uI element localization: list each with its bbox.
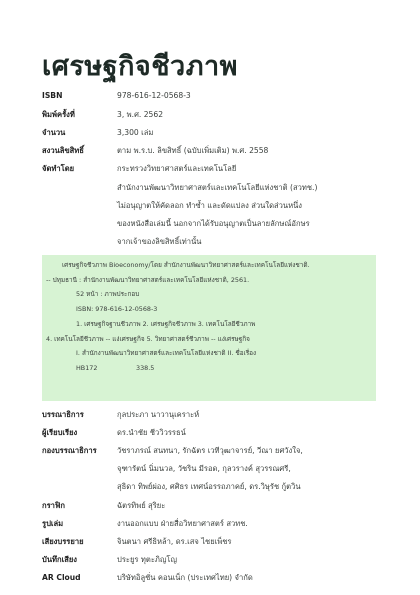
cip-class-number: 338.5 [136, 364, 155, 372]
cip-catalog-box [42, 255, 376, 401]
copyright-label: สงวนลิขสิทธิ์ [42, 146, 84, 155]
book-title: เศรษฐกิจชีวภาพ [42, 51, 238, 82]
graphic-label: กราฟิก [42, 501, 65, 510]
publisher-line: สำนักงานพัฒนาวิทยาศาสตร์และเทคโนโลยีแห่งชาติ (สวทช.) [117, 183, 318, 192]
publisher-label: จัดทำโดย [42, 164, 75, 173]
author-value: ดร.นำชัย ชีววิวรรธน์ [117, 428, 186, 437]
isbn-label: ISBN [42, 91, 63, 100]
cip-line: เศรษฐกิจชีวภาพ Bioeconomy/โดย สำนักงานพัฒนาวิทยาศาสตร์และเทคโนโลยีแห่งชาติ. [62, 261, 310, 269]
cip-line: I. สำนักงานพัฒนาวิทยาศาสตร์และเทคโนโลยีแห่งชาติ II. ชื่อเรื่อง [76, 349, 257, 357]
recording-label: บันทึกเสียง [42, 555, 78, 564]
board-label: กองบรรณาธิการ [42, 446, 97, 455]
cip-call-number: HB172 [76, 364, 98, 372]
cip-line: 52 หน้า : ภาพประกอบ [76, 290, 140, 298]
author-label: ผู้เรียบเรียง [42, 428, 78, 437]
publisher-line: ของหนังสือเล่มนี้ นอกจากได้รับอนุญาตเป็นลายลักษณ์อักษร [117, 219, 310, 228]
quantity-value: 3,300 เล่ม [117, 128, 154, 137]
board-line: วัชราภรณ์ สนทนา, รักฉัตร เวทีวุฒาจารย์, วีณา ยศวังใจ, [117, 446, 303, 455]
cip-line: 4. เทคโนโลยีชีวภาพ -- แง่เศรษฐกิจ 5. วิทยาศาสตร์ชีวภาพ -- แง่เศรษฐกิจ [46, 335, 250, 343]
quantity-label: จำนวน [42, 128, 66, 137]
cip-line: 1. เศรษฐกิจฐานชีวภาพ 2. เศรษฐกิจชีวภาพ 3. เทคโนโลยีชีวภาพ [76, 320, 256, 328]
layout-label: รูปเล่ม [42, 519, 64, 528]
board-line: จุฑารัตน์ นิ่มนวล, วัชริน มีรอด, กุลวรางค์ สุวรรณศรี, [117, 464, 291, 473]
editor-label: บรรณาธิการ [42, 410, 84, 419]
graphic-value: ฉัตรทิพย์ สุริยะ [117, 501, 166, 510]
layout-value: งานออกแบบ ฝ่ายสื่อวิทยาศาสตร์ สวทช. [117, 519, 248, 528]
cip-line: -- ปทุมธานี : สำนักงานพัฒนาวิทยาศาสตร์และเทคโนโลยีแห่งชาติ, 2561. [46, 276, 250, 284]
publisher-line: ไม่อนุญาตให้คัดลอก ทำซ้ำ และดัดแปลง ส่วนใดส่วนหนึ่ง [117, 201, 302, 210]
editor-value: กุลประภา นาวานุเคราะห์ [117, 410, 200, 419]
print-value: 3, พ.ศ. 2562 [117, 110, 164, 119]
publisher-line: จากเจ้าของลิขสิทธิ์เท่านั้น [117, 237, 202, 246]
board-line: สุธิดา ทิพย์ผ่อง, ศศิธร เทศน์อรรถภาคย์, ดร.วิษุรัช กู้ตวิน [117, 482, 301, 491]
voice-value: จินตนา ศรีธิหล้า, ดร.เสจ ไชยเพ็ชร [117, 537, 232, 546]
recording-value: ประยูร ทุตะภิญโญ [117, 555, 177, 564]
print-label: พิมพ์ครั้งที่ [42, 110, 75, 119]
copyright-value: ตาม พ.ร.บ. ลิขสิทธิ์ (ฉบับเพิ่มเติม) พ.ศ. 2558 [117, 146, 269, 155]
ar-cloud-value: บริษัทอิลูชั่น คอนเน็ก (ประเทศไทย) จำกัด [117, 573, 253, 582]
isbn-value: 978-616-12-0568-3 [117, 91, 191, 100]
cip-line: ISBN: 978-616-12-0568-3 [76, 305, 158, 313]
publisher-line: กระทรวงวิทยาศาสตร์และเทคโนโลยี [117, 164, 237, 173]
ar-cloud-label: AR Cloud [42, 573, 81, 582]
voice-label: เสียงบรรยาย [42, 537, 84, 546]
